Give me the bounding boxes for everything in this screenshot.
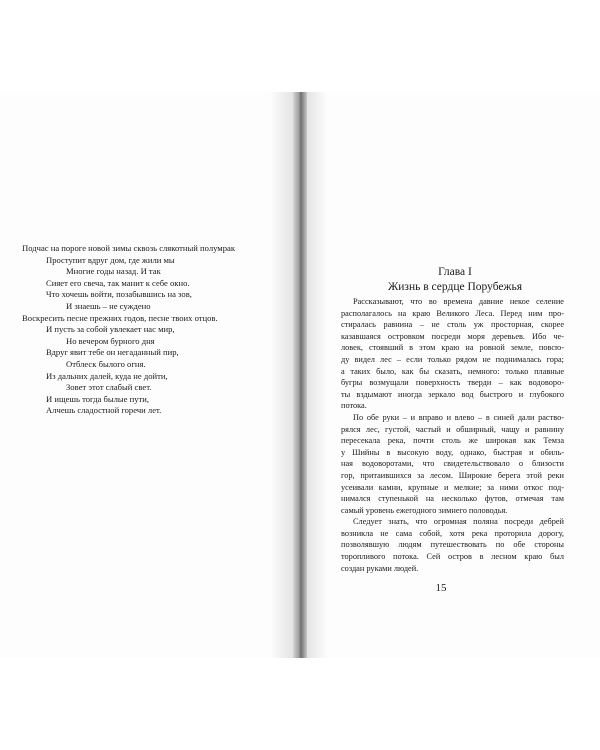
text-line: возникла не сама собой, хотя река проторила дорогу, xyxy=(341,528,564,538)
chapter-subtitle: Жизнь в сердце Порубежья xyxy=(387,281,523,293)
poem-line: И пусть за собой увлекает нас мир, xyxy=(46,324,175,335)
text-line: гор, притаившихся за лесом. Широкие берега этой реки xyxy=(341,470,564,480)
poem-line: И знаешь – не суждено xyxy=(66,300,151,311)
page-number: 15 xyxy=(435,582,447,594)
chapter-heading: Глава I xyxy=(438,266,472,278)
text-line: ду видел лес – если только рядом не поднималась гора; xyxy=(341,354,564,364)
text-line: казавшаяся островком посреди моря деревьев. Ибо че- xyxy=(341,331,564,341)
text-line: потока. xyxy=(341,401,367,411)
text-line: Рассказывают, что во времена давние некое селение xyxy=(353,297,564,306)
poem-line: Что хочешь войти, позабывшись на зов, xyxy=(46,289,192,300)
text-line: стиралась равнина – не столь уж просторная, скорее xyxy=(341,320,564,330)
poem-line: Многие годы назад. И так xyxy=(66,266,161,277)
chapter-text xyxy=(341,296,564,574)
text-line: самый уровень ежегодного зимнего половодья. xyxy=(341,505,508,515)
paragraph xyxy=(341,296,564,412)
poem-line: Из дальних далей, куда не дойти, xyxy=(46,370,168,381)
poem-line: Подчас на пороге новой зимы сквозь слякотный полумрак xyxy=(22,243,236,253)
text-line: Следует знать, что огромная поляна посреди дебрей xyxy=(353,517,564,527)
epigraph-poem xyxy=(22,243,278,417)
poem-line: Вдруг явит тебе он негаданный пир, xyxy=(46,347,179,358)
text-line: рялся лес, густой, частый и обширный, чащу и равнину xyxy=(341,424,564,434)
text-line: нимался ступенькой на несколько футов, отмечая там xyxy=(341,494,564,504)
text-line: усеивали камни, крупные и мелкие; за ними откос под- xyxy=(341,482,564,492)
text-line: ловек, стоявший в этом краю на ровной земле, повсю- xyxy=(341,343,564,353)
poem-line: Отблеск былого огня. xyxy=(66,358,146,369)
text-line: позволявшую людям путешествовать по обе стороны xyxy=(341,540,564,550)
poem-line: Воскресить песне прежних годов, песне твоих отцов. xyxy=(22,312,218,323)
poem-line: Но вечером бурного дня xyxy=(66,335,155,346)
text-line: у Шийны в высокую воду, однако, быстрая и обиль- xyxy=(341,447,564,457)
poem-line: Сияет его свеча, так манит к себе окно. xyxy=(46,277,190,288)
right-page-shadow xyxy=(307,92,327,658)
text-line: бугры возмущали поверхность тверди – как водоворо- xyxy=(341,378,564,388)
poem-line: Зовет этот слабый свет. xyxy=(66,382,152,393)
poem-line: И ищешь тогда былые пути, xyxy=(46,393,150,404)
text-line: По обе руки – и вправо и влево – в синей дали раство- xyxy=(353,412,564,422)
text-line: ная водоворотами, что свидетельствовало о близости xyxy=(341,459,564,469)
text-line: а таких было, как бы сказать, немного: только плавные xyxy=(341,366,564,376)
poem-line: Проступит вдруг дом, где жили мы xyxy=(46,254,175,265)
text-line: ты вздымают иногда зеркало вод быстрого и глубокого xyxy=(341,389,564,399)
poem-line: Алчешь сладостной горечи лет. xyxy=(46,405,162,416)
paragraph xyxy=(341,412,564,516)
paragraph xyxy=(341,516,564,574)
text-line: пересекала река, почти столь же широкая как Темза xyxy=(341,436,564,446)
text-line: торопливого потока. Сей остров в лесном краю был xyxy=(341,552,564,562)
text-line: создан руками людей. xyxy=(341,563,419,573)
book-gutter xyxy=(293,92,307,658)
text-line: располагалось на краю Великого Леса. Перед ним про- xyxy=(341,308,564,318)
